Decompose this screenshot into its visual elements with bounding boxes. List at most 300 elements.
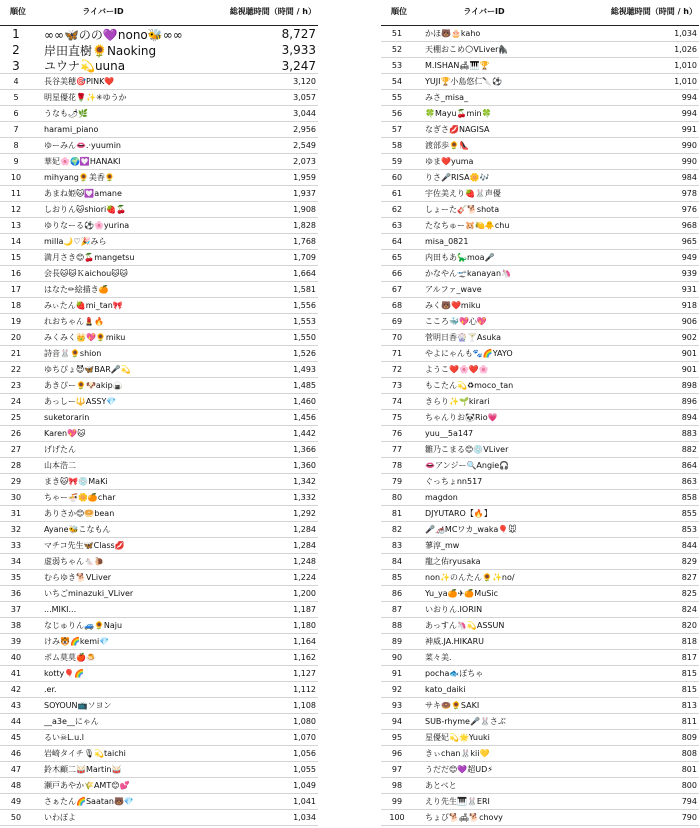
rank-cell: 49 bbox=[10, 797, 22, 806]
table-row bbox=[381, 426, 699, 442]
rank-cell: 1 bbox=[12, 27, 20, 41]
rank-cell: 16 bbox=[10, 269, 22, 278]
rank-cell: 39 bbox=[10, 637, 22, 646]
table-row bbox=[381, 42, 699, 58]
total-time-cell: 1,360 bbox=[293, 461, 316, 470]
header-rank: 順位 bbox=[10, 7, 26, 16]
table-row bbox=[381, 474, 699, 490]
total-time-cell: 918 bbox=[681, 301, 697, 310]
liver-id-cell: 鈴木顧二🥁Martin🥁 bbox=[44, 765, 122, 774]
rank-cell: 90 bbox=[391, 653, 403, 662]
table-row bbox=[381, 442, 699, 458]
table-row bbox=[0, 346, 318, 362]
rank-cell: 77 bbox=[391, 445, 403, 454]
liver-id-cell: マチコ先生🦋Class💋 bbox=[44, 541, 125, 550]
table-header bbox=[0, 6, 318, 26]
table-header bbox=[381, 6, 699, 26]
liver-id-cell: きぃchan🐰kii💛 bbox=[425, 749, 490, 758]
total-time-cell: 1,550 bbox=[293, 333, 316, 342]
rank-cell: 47 bbox=[10, 765, 22, 774]
total-time-cell: 994 bbox=[681, 93, 697, 102]
table-row bbox=[0, 378, 318, 394]
total-time-cell: 1,164 bbox=[293, 637, 316, 646]
rank-cell: 92 bbox=[391, 685, 403, 694]
table-row bbox=[0, 106, 318, 122]
liver-id-cell: kato_daiki bbox=[425, 685, 466, 694]
total-time-cell: 894 bbox=[681, 413, 697, 422]
liver-id-cell: ゆちぴょ😈🦋BAR🎤💫 bbox=[44, 365, 131, 374]
total-time-cell: 990 bbox=[681, 141, 697, 150]
total-time-cell: 1,026 bbox=[674, 45, 697, 54]
header-total-time: 総視聴時間（時間 / h） bbox=[229, 7, 316, 16]
rank-cell: 24 bbox=[10, 397, 22, 406]
liver-id-cell: 龍之佑ryusaka bbox=[425, 557, 481, 566]
liver-id-cell: かほ🐻🎂kaho bbox=[425, 29, 481, 38]
total-time-cell: 1,080 bbox=[293, 717, 316, 726]
rank-cell: 89 bbox=[391, 637, 403, 646]
liver-id-cell: 宇佐美えり🍓🐰声優 bbox=[425, 189, 501, 198]
table-row bbox=[0, 26, 318, 42]
table-row bbox=[381, 778, 699, 794]
rank-cell: 64 bbox=[391, 237, 403, 246]
liver-id-cell: misa_0821 bbox=[425, 237, 469, 246]
rank-cell: 66 bbox=[391, 269, 403, 278]
rank-cell: 91 bbox=[391, 669, 403, 678]
total-time-cell: 991 bbox=[681, 125, 697, 134]
total-time-cell: 1,908 bbox=[293, 205, 316, 214]
table-row bbox=[381, 650, 699, 666]
liver-id-cell: YUJI🏆小島悠仁🔪⚽ bbox=[425, 77, 503, 86]
table-row bbox=[381, 522, 699, 538]
total-time-cell: 1,108 bbox=[293, 701, 316, 710]
rank-cell: 42 bbox=[10, 685, 22, 694]
rank-cell: 12 bbox=[10, 205, 22, 214]
header-liver-id: ライバーID bbox=[82, 7, 124, 16]
total-time-cell: 1,127 bbox=[293, 669, 316, 678]
table-row bbox=[0, 234, 318, 250]
rank-cell: 88 bbox=[391, 621, 403, 630]
table-body-left bbox=[0, 26, 318, 826]
rank-cell: 57 bbox=[391, 125, 403, 134]
total-time-cell: 1,493 bbox=[293, 365, 316, 374]
rank-cell: 30 bbox=[10, 493, 22, 502]
liver-id-cell: しょーた🎸🐕shota bbox=[425, 205, 500, 214]
table-row bbox=[0, 506, 318, 522]
total-time-cell: 1,442 bbox=[293, 429, 316, 438]
table-row bbox=[0, 794, 318, 810]
total-time-cell: 1,485 bbox=[293, 381, 316, 390]
total-time-cell: 883 bbox=[681, 429, 697, 438]
total-time-cell: 1,034 bbox=[293, 813, 316, 822]
liver-id-cell: kotty🎈🌈 bbox=[44, 669, 85, 678]
liver-id-cell: るい☠L.u.l bbox=[44, 733, 85, 742]
table-row bbox=[381, 234, 699, 250]
rank-cell: 2 bbox=[12, 43, 20, 57]
table-row bbox=[0, 586, 318, 602]
liver-id-cell: アルファ_wave bbox=[425, 285, 482, 294]
total-time-cell: 813 bbox=[681, 701, 697, 710]
table-row bbox=[381, 138, 699, 154]
rank-cell: 33 bbox=[10, 541, 22, 550]
liver-id-cell: あまね姫🐱💟amane bbox=[44, 189, 122, 198]
liver-id-cell: magdon bbox=[425, 493, 458, 502]
rank-cell: 80 bbox=[391, 493, 403, 502]
total-time-cell: 984 bbox=[681, 173, 697, 182]
liver-id-cell: 山本浩二 bbox=[44, 461, 76, 470]
liver-id-cell: 星優妃💫🌟Yuuki bbox=[425, 733, 490, 742]
rank-cell: 28 bbox=[10, 461, 22, 470]
table-row bbox=[381, 506, 699, 522]
rank-cell: 85 bbox=[391, 573, 403, 582]
liver-id-cell: はなた✏絵描き🍊 bbox=[44, 285, 109, 294]
table-row bbox=[381, 602, 699, 618]
table-row bbox=[381, 394, 699, 410]
total-time-cell: 901 bbox=[681, 365, 697, 374]
rank-cell: 4 bbox=[13, 77, 19, 86]
rank-cell: 65 bbox=[391, 253, 403, 262]
liver-id-cell: M.ISHAN🛋🎹🏆 bbox=[425, 61, 490, 70]
rank-cell: 68 bbox=[391, 301, 403, 310]
table-row bbox=[381, 154, 699, 170]
liver-id-cell: みくみく👑💖🌻miku bbox=[44, 333, 126, 342]
table-row bbox=[381, 554, 699, 570]
rank-cell: 100 bbox=[389, 813, 405, 822]
total-time-cell: 898 bbox=[681, 381, 697, 390]
liver-id-cell: 渡部歩🌻👠 bbox=[425, 141, 469, 150]
table-row bbox=[0, 42, 318, 58]
rank-cell: 54 bbox=[391, 77, 403, 86]
total-time-cell: 858 bbox=[681, 493, 697, 502]
table-row bbox=[381, 714, 699, 730]
total-time-cell: 817 bbox=[681, 653, 697, 662]
total-time-cell: 1,248 bbox=[293, 557, 316, 566]
table-row bbox=[0, 74, 318, 90]
total-time-cell: 1,581 bbox=[293, 285, 316, 294]
rank-cell: 23 bbox=[10, 381, 22, 390]
liver-id-cell: 瀬戸あやか🌾AMT😊💕 bbox=[44, 781, 130, 790]
rank-cell: 36 bbox=[10, 589, 22, 598]
total-time-cell: 1,709 bbox=[293, 253, 316, 262]
table-row bbox=[0, 618, 318, 634]
table-row bbox=[0, 266, 318, 282]
rank-cell: 58 bbox=[391, 141, 403, 150]
liver-id-cell: あきぴー🌻🐶akip🍙 bbox=[44, 381, 123, 390]
total-time-cell: 2,956 bbox=[293, 125, 316, 134]
liver-id-cell: みく🐻❤️miku bbox=[425, 301, 481, 310]
liver-id-cell: 詩音🐰🌻shion bbox=[44, 349, 102, 358]
rank-cell: 71 bbox=[391, 349, 403, 358]
table-row bbox=[0, 186, 318, 202]
rank-cell: 83 bbox=[391, 541, 403, 550]
table-row bbox=[381, 186, 699, 202]
rank-cell: 9 bbox=[13, 157, 19, 166]
total-time-cell: 902 bbox=[681, 333, 697, 342]
rank-cell: 95 bbox=[391, 733, 403, 742]
header-total-time: 総視聴時間（時間 / h） bbox=[610, 7, 697, 16]
rank-cell: 61 bbox=[391, 189, 403, 198]
liver-id-cell: しおりん🐱shiori🍓🍒 bbox=[44, 205, 127, 214]
table-row bbox=[0, 330, 318, 346]
total-time-cell: 965 bbox=[681, 237, 697, 246]
liver-id-cell: 菅明日香🎡🍸Asuka bbox=[425, 333, 502, 342]
total-time-cell: 1,010 bbox=[674, 77, 697, 86]
liver-id-cell: 岸田直樹🌻Naoking bbox=[44, 43, 157, 58]
total-time-cell: 863 bbox=[681, 477, 697, 486]
table-row bbox=[381, 298, 699, 314]
total-time-cell: 825 bbox=[681, 589, 697, 598]
rank-cell: 5 bbox=[13, 93, 19, 102]
total-time-cell: 820 bbox=[681, 621, 697, 630]
liver-id-cell: ポム莫莫🍎🍮 bbox=[44, 653, 96, 662]
rank-cell: 53 bbox=[391, 61, 403, 70]
table-row bbox=[0, 314, 318, 330]
rank-cell: 72 bbox=[391, 365, 403, 374]
liver-id-cell: 神威.JA.HIKARU bbox=[425, 637, 485, 646]
liver-id-cell: 🎤🦽MCワカ_waka🎈🐭 bbox=[425, 525, 517, 534]
rank-cell: 29 bbox=[10, 477, 22, 486]
rank-cell: 20 bbox=[10, 333, 22, 342]
total-time-cell: 896 bbox=[681, 397, 697, 406]
rank-cell: 10 bbox=[10, 173, 22, 182]
table-row bbox=[0, 362, 318, 378]
rank-cell: 35 bbox=[10, 573, 22, 582]
rank-cell: 75 bbox=[391, 413, 403, 422]
total-time-cell: 844 bbox=[681, 541, 697, 550]
liver-id-cell: 会長🐱🐱Ｋaichou🐱🐱 bbox=[44, 269, 128, 278]
liver-id-cell: あっすん🦄💫ASSUN bbox=[425, 621, 505, 630]
total-time-cell: 1,768 bbox=[293, 237, 316, 246]
total-time-cell: 801 bbox=[681, 765, 697, 774]
table-row bbox=[381, 794, 699, 810]
liver-id-cell: non✨のんたん🌻✨no/ bbox=[425, 573, 515, 582]
rank-cell: 99 bbox=[391, 797, 403, 806]
liver-id-cell: 虚弱ちゃん🐁🐌 bbox=[44, 557, 104, 566]
total-time-cell: 790 bbox=[681, 813, 697, 822]
liver-id-cell: ちゃんりお🐼Rio💗 bbox=[425, 413, 498, 422]
liver-id-cell: Ayane🐝こなもん bbox=[44, 525, 111, 534]
rank-cell: 62 bbox=[391, 205, 403, 214]
table-row bbox=[381, 314, 699, 330]
table-row bbox=[381, 74, 699, 90]
liver-id-cell: かなやん🛫kanayan🦄 bbox=[425, 269, 511, 278]
rank-cell: 44 bbox=[10, 717, 22, 726]
liver-id-cell: 雛乃こまる😊💿VLiver bbox=[425, 445, 509, 454]
total-time-cell: 1,553 bbox=[293, 317, 316, 326]
rank-cell: 34 bbox=[10, 557, 22, 566]
rank-cell: 73 bbox=[391, 381, 403, 390]
rank-cell: 74 bbox=[391, 397, 403, 406]
total-time-cell: 1,162 bbox=[293, 653, 316, 662]
rank-cell: 26 bbox=[10, 429, 22, 438]
rank-cell: 76 bbox=[391, 429, 403, 438]
rank-cell: 40 bbox=[10, 653, 22, 662]
liver-id-cell: __a3e__にゃん bbox=[44, 717, 99, 726]
table-row bbox=[0, 810, 318, 826]
rank-cell: 32 bbox=[10, 525, 22, 534]
total-time-cell: 1,034 bbox=[674, 29, 697, 38]
rank-cell: 93 bbox=[391, 701, 403, 710]
table-row bbox=[0, 730, 318, 746]
liver-id-cell: もこたん💫♻moco_tan bbox=[425, 381, 514, 390]
liver-id-cell: ∞∞🦋のの💜nono🐝∞∞ bbox=[44, 27, 183, 42]
table-row bbox=[381, 698, 699, 714]
table-row bbox=[0, 170, 318, 186]
total-time-cell: 1,664 bbox=[293, 269, 316, 278]
ranking-table-left bbox=[0, 6, 318, 826]
rank-cell: 11 bbox=[10, 189, 22, 198]
liver-id-cell: ぐっちょnn517 bbox=[425, 477, 483, 486]
table-row bbox=[0, 250, 318, 266]
table-row bbox=[0, 122, 318, 138]
table-row bbox=[381, 586, 699, 602]
total-time-cell: 949 bbox=[681, 253, 697, 262]
table-row bbox=[0, 778, 318, 794]
table-row bbox=[0, 426, 318, 442]
total-time-cell: 1,292 bbox=[293, 509, 316, 518]
table-row bbox=[0, 682, 318, 698]
table-row bbox=[381, 682, 699, 698]
table-row bbox=[381, 202, 699, 218]
liver-id-cell: えり先生🎹🐰ERI bbox=[425, 797, 490, 806]
table-row bbox=[0, 458, 318, 474]
table-row bbox=[381, 90, 699, 106]
liver-id-cell: 菜々美. bbox=[425, 653, 452, 662]
table-body-right bbox=[381, 26, 699, 826]
liver-id-cell: みさ_misa_ bbox=[425, 93, 469, 102]
rank-cell: 56 bbox=[391, 109, 403, 118]
rank-cell: 51 bbox=[391, 29, 403, 38]
total-time-cell: 1,366 bbox=[293, 445, 316, 454]
liver-id-cell: 天棚おこめ🌕VLiver🦍 bbox=[425, 45, 509, 54]
table-row bbox=[381, 538, 699, 554]
liver-id-cell: 👄アンジー🔍Angie🎧 bbox=[425, 461, 510, 470]
total-time-cell: 978 bbox=[681, 189, 697, 198]
liver-id-cell: Karen💖🐱 bbox=[44, 429, 86, 438]
total-time-cell: 1,556 bbox=[293, 301, 316, 310]
total-time-cell: 808 bbox=[681, 749, 697, 758]
total-time-cell: 811 bbox=[681, 717, 697, 726]
total-time-cell: 809 bbox=[681, 733, 697, 742]
liver-id-cell: .er. bbox=[44, 685, 57, 694]
liver-id-cell: ユウナ💫uuna bbox=[44, 59, 126, 73]
table-row bbox=[381, 250, 699, 266]
liver-id-cell: 内田もあ🦕moa🎤 bbox=[425, 253, 495, 262]
total-time-cell: 1,180 bbox=[293, 621, 316, 630]
total-time-cell: 800 bbox=[681, 781, 697, 790]
total-time-cell: 882 bbox=[681, 445, 697, 454]
rank-cell: 25 bbox=[10, 413, 22, 422]
liver-id-cell: ゆりなーる⚽🌸yurina bbox=[44, 221, 130, 230]
rank-cell: 38 bbox=[10, 621, 22, 630]
table-row bbox=[0, 202, 318, 218]
table-row bbox=[381, 218, 699, 234]
total-time-cell: 1,010 bbox=[674, 61, 697, 70]
liver-id-cell: たなちゅー🐹🍋🐥chu bbox=[425, 221, 510, 230]
table-row bbox=[0, 90, 318, 106]
table-row bbox=[0, 538, 318, 554]
table-row bbox=[0, 522, 318, 538]
table-row bbox=[0, 282, 318, 298]
liver-id-cell: れおちゃん💄🔥 bbox=[44, 317, 104, 326]
table-row bbox=[0, 410, 318, 426]
total-time-cell: 1,959 bbox=[293, 173, 316, 182]
rank-cell: 13 bbox=[10, 221, 22, 230]
total-time-cell: 994 bbox=[681, 109, 697, 118]
total-time-cell: 1,937 bbox=[293, 189, 316, 198]
rank-cell: 45 bbox=[10, 733, 22, 742]
total-time-cell: 1,056 bbox=[293, 749, 316, 758]
table-row bbox=[381, 378, 699, 394]
rank-cell: 82 bbox=[391, 525, 403, 534]
liver-id-cell: ゆま❤️yuma bbox=[425, 157, 474, 166]
total-time-cell: 1,187 bbox=[293, 605, 316, 614]
liver-id-cell: 明星優花🌹✨✳ゆうか bbox=[44, 93, 127, 102]
table-row bbox=[0, 154, 318, 170]
total-time-cell: 1,460 bbox=[293, 397, 316, 406]
table-row bbox=[0, 570, 318, 586]
total-time-cell: 939 bbox=[681, 269, 697, 278]
rank-cell: 96 bbox=[391, 749, 403, 758]
table-row bbox=[0, 634, 318, 650]
liver-id-cell: うなも🌶🌿 bbox=[44, 109, 89, 118]
liver-id-cell: いおりん.IORIN bbox=[425, 605, 483, 614]
total-time-cell: 1,332 bbox=[293, 493, 316, 502]
liver-id-cell: みぃたん🍓mi_tan🎀 bbox=[44, 301, 123, 310]
liver-id-cell: yuu__5a147 bbox=[425, 429, 474, 438]
total-time-cell: 1,828 bbox=[293, 221, 316, 230]
liver-id-cell: なじゅりん🚙🌻Naju bbox=[44, 621, 123, 630]
liver-id-cell: こころ🐳💖心💖 bbox=[425, 317, 487, 326]
total-time-cell: 968 bbox=[681, 221, 697, 230]
table-row bbox=[0, 298, 318, 314]
liver-id-cell: 蓼淳_mw bbox=[425, 541, 460, 550]
ranking-table-right bbox=[381, 6, 699, 826]
rank-cell: 98 bbox=[391, 781, 403, 790]
total-time-cell: 931 bbox=[681, 285, 697, 294]
rank-cell: 50 bbox=[10, 813, 22, 822]
table-row bbox=[0, 58, 318, 74]
total-time-cell: 1,224 bbox=[293, 573, 316, 582]
rank-cell: 8 bbox=[13, 141, 19, 150]
total-time-cell: 3,120 bbox=[293, 77, 316, 86]
total-time-cell: 990 bbox=[681, 157, 697, 166]
rank-cell: 67 bbox=[391, 285, 403, 294]
rank-cell: 3 bbox=[12, 58, 20, 73]
rank-cell: 63 bbox=[391, 221, 403, 230]
rank-cell: 22 bbox=[10, 365, 22, 374]
total-time-cell: 1,112 bbox=[293, 685, 316, 694]
liver-id-cell: pocha🐟ぽちゃ bbox=[425, 669, 484, 678]
total-time-cell: 901 bbox=[681, 349, 697, 358]
rank-cell: 59 bbox=[391, 157, 403, 166]
table-row bbox=[381, 570, 699, 586]
liver-id-cell: いわぽよ bbox=[44, 813, 76, 822]
table-row bbox=[0, 666, 318, 682]
rank-cell: 48 bbox=[10, 781, 22, 790]
rank-cell: 31 bbox=[10, 509, 22, 518]
table-row bbox=[381, 746, 699, 762]
liver-id-cell: げげたん bbox=[44, 445, 76, 454]
liver-id-cell: やよにゃんも🐾🌈YAYO bbox=[425, 349, 513, 358]
table-row bbox=[0, 746, 318, 762]
rank-cell: 84 bbox=[391, 557, 403, 566]
total-time-cell: 976 bbox=[681, 205, 697, 214]
total-time-cell: 1,041 bbox=[293, 797, 316, 806]
total-time-cell: 2,549 bbox=[293, 141, 316, 150]
liver-id-cell: あとべと bbox=[425, 781, 457, 790]
rank-cell: 7 bbox=[13, 125, 19, 134]
rank-cell: 79 bbox=[391, 477, 403, 486]
